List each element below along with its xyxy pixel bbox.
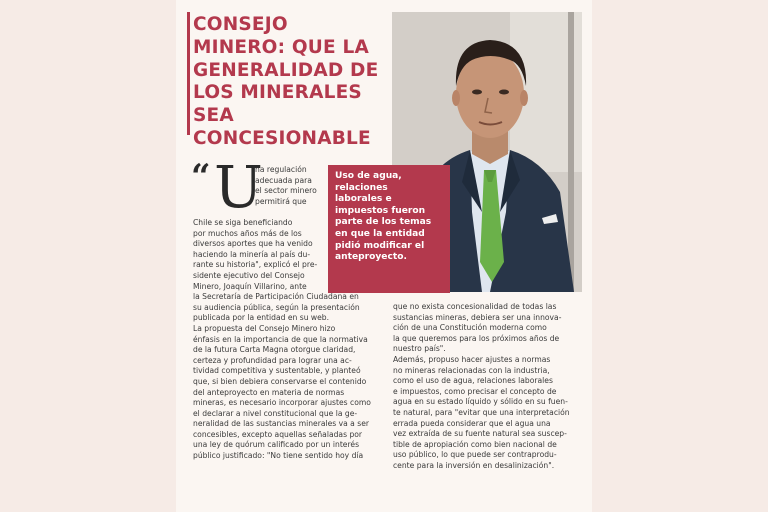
body-line: agua en su estado líquido y sólido en su fuen- [393,397,568,407]
body-line: tividad competitiva y sustentable, y planteó [193,366,361,376]
pull-quote-line: en que la entidad [335,228,425,239]
body-line: Minero, Joaquín Villarino, ante [193,281,307,291]
body-line: del anteproyecto en materia de normas [193,387,345,397]
body-line: el declarar a nivel constitucional que la ge- [193,408,358,418]
pull-quote-line: pidió modificar el [335,240,425,251]
pull-quote-line: impuestos fueron [335,205,426,216]
article-column-left [193,218,383,462]
body-line: su audiencia pública, según la presentación [193,302,360,312]
body-line: ción de una Constitución moderna como [393,323,547,333]
pull-quote-line: parte de los temas [335,217,432,228]
article-column-right [393,302,583,472]
headline-line: CONSEJO [193,14,288,35]
body-line: concesibles, excepto aquellas señaladas por [193,429,363,439]
headline-accent-rule [187,12,190,135]
pull-quote-line: relaciones [335,182,388,193]
body-line: certeza y profundidad para lograr una ac- [193,355,352,365]
body-line: haciendo la minería al país du- [193,249,311,259]
headline-line: LOS MINERALES SEA [193,82,362,127]
lead-paragraph-start [255,165,325,207]
body-line: uso público, lo que puede ser contraprodu- [393,450,557,460]
body-line: no mineras relacionadas con la industria, [393,365,550,375]
body-line: la Secretaría de Participación Ciudadana en [193,292,359,302]
body-line: sustancias mineras, debiera ser una innova- [393,312,562,322]
body-line: que, si bien debiera conservarse el contenido [193,376,367,386]
body-line: te natural, para "evitar que una interpretación [393,407,570,417]
drop-cap: U [214,153,263,221]
body-line: adecuada para [255,175,312,185]
body-line: publicada por la entidad en su web. [193,313,330,323]
body-line: la que queremos para los próximos años de [393,333,560,343]
body-line: permitirá que [255,196,307,206]
body-line: una ley de quórum calificado por un interés [193,440,360,450]
body-line: rante su historia", explicó el pre- [193,260,318,270]
body-line: neralidad de las sustancias minerales va a ser [193,419,370,429]
body-line: cente para la inversión en desalinización". [393,460,555,470]
body-line: errada pueda considerar que el agua una [393,418,551,428]
body-line: nuestro país". [393,344,446,354]
body-line: tible de apropiación como bien nacional de [393,439,557,449]
body-line: La propuesta del Consejo Minero hizo [193,323,336,333]
headline-line: MINERO: QUE LA [193,36,369,58]
body-line: sidente ejecutivo del Consejo [193,270,305,280]
body-line: Chile se siga beneficiando [193,218,293,227]
body-line: público justificado: "No tiene sentido hoy día [193,451,364,461]
body-line: de la futura Carta Magna otorgue claridad, [193,345,356,355]
body-line: como el uso de agua, relaciones laborales [393,376,553,386]
body-line: Además, propuso hacer ajustes a normas [393,354,551,364]
body-line: e impuestos, como precisar el concepto de [393,386,557,396]
headline [193,14,393,151]
body-line: que no exista concesionalidad de todas las [393,302,557,311]
body-line: vez extraída de su fuente natural sea suscep- [393,429,567,439]
opening-quote-mark: “ [191,157,211,197]
body-line: mineras, es necesario incorporar ajustes como [193,398,371,408]
body-line: na regulación [255,165,307,174]
body-line: por muchos años más de los [193,228,302,238]
headline-line: CONCESIONABLE [193,127,371,149]
headline-line: GENERALIDAD DE [193,59,379,81]
pull-quote-line: anteproyecto. [335,252,407,263]
body-line: énfasis en la importancia de que la normativa [193,334,368,344]
pull-quote-line: laborales e [335,194,392,205]
pull-quote-line: Uso de agua, [335,171,402,181]
body-line: diversos aportes que ha venido [193,239,313,249]
body-line: el sector minero [255,186,317,196]
